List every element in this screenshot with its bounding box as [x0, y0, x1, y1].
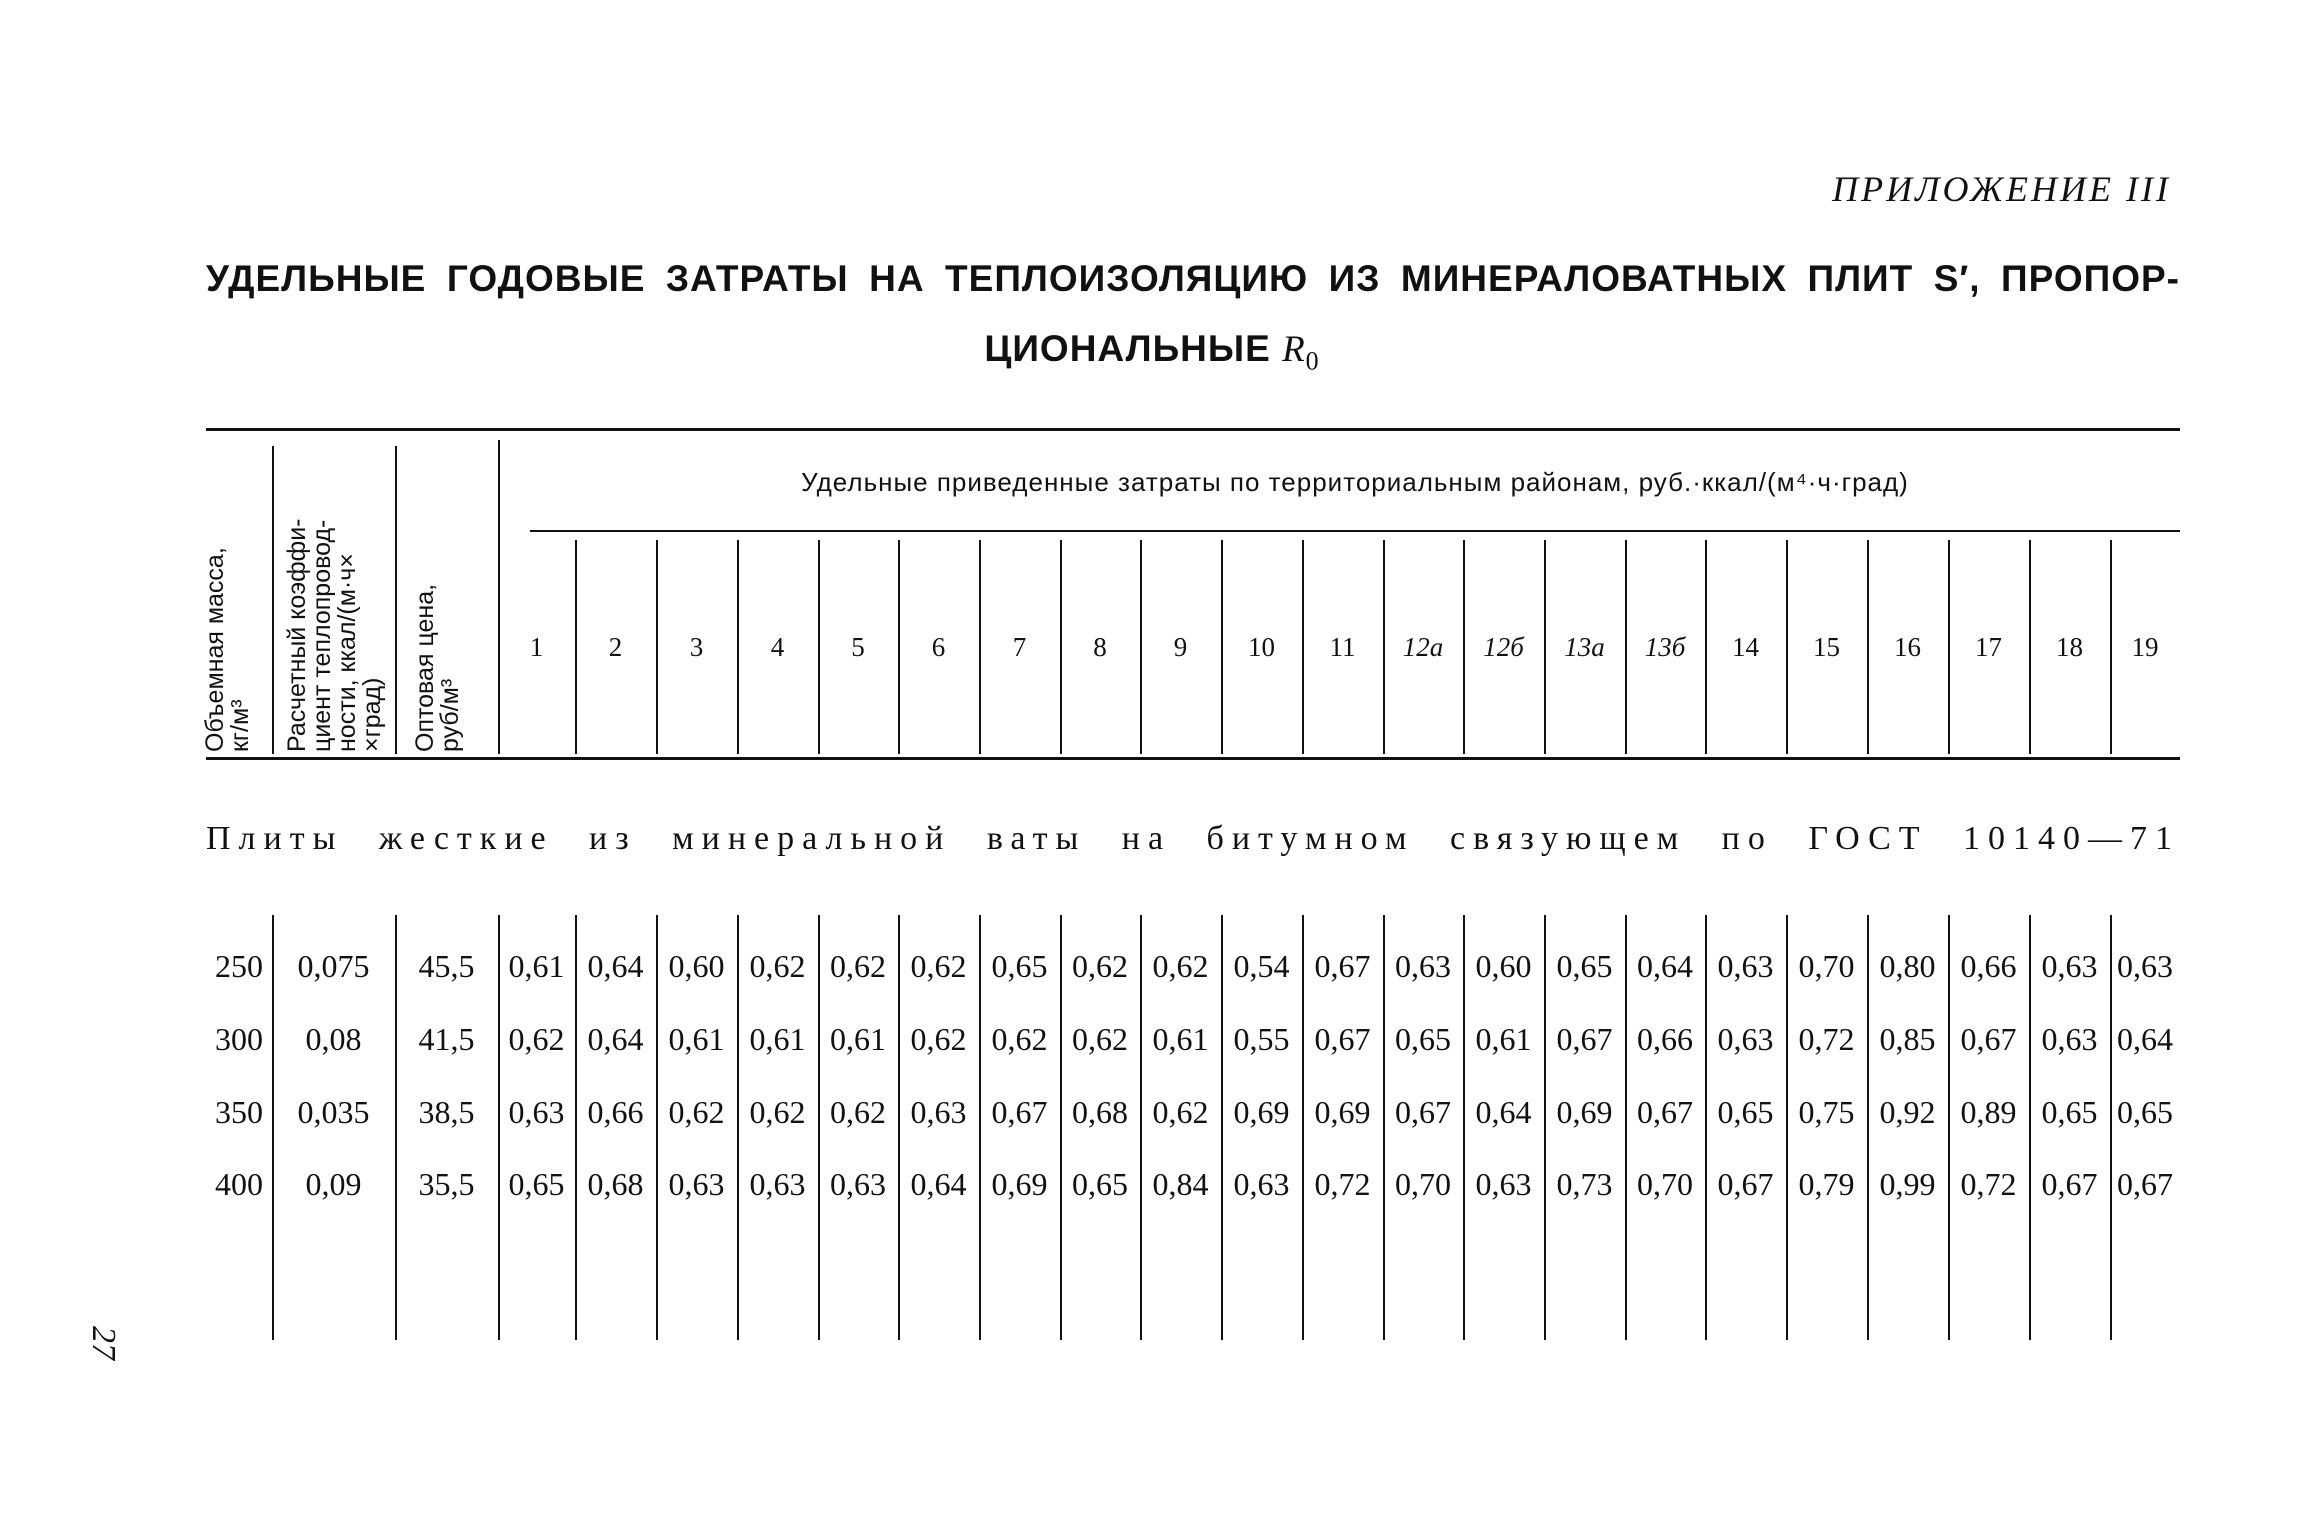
header-col-sep	[272, 446, 274, 754]
cell-density: 350	[215, 1094, 263, 1130]
cell-value-district-13а: 0,65	[1556, 948, 1613, 984]
cell-value-district-9: 0,62	[1152, 1094, 1209, 1130]
cell-density: 300	[215, 1021, 263, 1057]
district-label-9: 9	[1173, 632, 1188, 662]
cell-value-district-10: 0,54	[1233, 948, 1290, 984]
cell-value-district-10: 0,55	[1233, 1021, 1290, 1057]
district-label-7: 7	[1012, 632, 1027, 662]
cell-value-district-11: 0,67	[1314, 948, 1371, 984]
cell-value-district-12б: 0,63	[1475, 1166, 1532, 1202]
cell-value-district-18: 0,63	[2041, 1021, 2098, 1057]
cell-density: 250	[215, 948, 263, 984]
cell-value-district-7: 0,69	[991, 1166, 1048, 1202]
cell-value-district-11: 0,69	[1314, 1094, 1371, 1130]
cell-value-district-12а: 0,67	[1395, 1094, 1451, 1130]
cell-value-district-4: 0,62	[749, 1094, 806, 1130]
cell-value-district-16: 0,80	[1879, 948, 1936, 984]
cell-conductivity: 0,075	[297, 948, 370, 984]
cell-value-district-3: 0,62	[668, 1094, 725, 1130]
table-title-line2-text: ЦИОНАЛЬНЫЕ	[984, 328, 1283, 369]
district-label-12б: 12б	[1483, 632, 1524, 662]
header-col-sep	[498, 440, 500, 754]
district-label-2: 2	[608, 632, 623, 662]
cell-value-district-5: 0,62	[830, 1094, 886, 1130]
cell-value-district-2: 0,68	[587, 1166, 644, 1202]
cell-value-district-14: 0,67	[1717, 1166, 1774, 1202]
cell-value-district-11: 0,67	[1314, 1021, 1371, 1057]
group-header: Удельные приведенные затраты по территориальным районам, руб.·ккал/(м⁴·ч·град)	[801, 467, 1909, 497]
cell-value-district-12а: 0,63	[1395, 948, 1451, 984]
cell-value-district-13а: 0,69	[1556, 1094, 1613, 1130]
cell-value-district-18: 0,63	[2041, 948, 2098, 984]
district-label-5: 5	[851, 632, 865, 662]
cell-value-district-13б: 0,64	[1637, 948, 1693, 984]
cell-value-district-13а: 0,73	[1556, 1166, 1613, 1202]
cell-value-district-8: 0,65	[1072, 1166, 1128, 1202]
cell-value-district-6: 0,63	[910, 1094, 967, 1130]
district-label-1: 1	[529, 632, 544, 662]
cell-density: 400	[215, 1166, 263, 1202]
cell-value-district-16: 0,85	[1879, 1021, 1936, 1057]
cell-value-district-12б: 0,60	[1475, 948, 1532, 984]
table-title-line2	[0, 328, 2304, 376]
cell-value-district-4: 0,61	[749, 1021, 806, 1057]
district-label-14: 14	[1732, 632, 1759, 662]
cell-value-district-14: 0,65	[1717, 1094, 1774, 1130]
cell-value-district-2: 0,66	[587, 1094, 644, 1130]
cell-value-district-1: 0,65	[508, 1166, 565, 1202]
district-label-18: 18	[2056, 632, 2083, 662]
page-number: 27	[85, 1326, 122, 1360]
cell-value-district-13а: 0,67	[1556, 1021, 1613, 1057]
district-label-10: 10	[1248, 632, 1275, 662]
cell-value-district-17: 0,66	[1960, 948, 2017, 984]
cell-value-district-13б: 0,66	[1637, 1021, 1693, 1057]
r0-symbol: $R_0$	[1282, 329, 1320, 376]
cell-price: 35,5	[418, 1166, 475, 1202]
cell-value-district-13б: 0,70	[1637, 1166, 1693, 1202]
group-header-rule	[530, 530, 2180, 532]
cell-price: 38,5	[418, 1094, 475, 1130]
cell-value-district-9: 0,61	[1152, 1021, 1209, 1057]
section-title: Плиты жесткие из минеральной ваты на битумном связующем по ГОСТ 10140—71	[206, 820, 2180, 857]
cell-conductivity: 0,08	[305, 1021, 362, 1057]
cell-value-district-14: 0,63	[1717, 1021, 1774, 1057]
cell-value-district-18: 0,67	[2041, 1166, 2098, 1202]
cell-value-district-15: 0,75	[1798, 1094, 1855, 1130]
district-label-4: 4	[770, 632, 785, 662]
district-label-8: 8	[1093, 632, 1107, 662]
cell-value-district-1: 0,63	[508, 1094, 565, 1130]
cell-value-district-3: 0,63	[668, 1166, 725, 1202]
cell-value-district-2: 0,64	[587, 1021, 644, 1057]
cell-conductivity: 0,09	[305, 1166, 362, 1202]
district-label-13б: 13б	[1644, 632, 1686, 662]
district-label-16: 16	[1894, 632, 1921, 662]
district-label-11: 11	[1329, 632, 1356, 662]
cell-value-district-3: 0,60	[668, 948, 725, 984]
cell-value-district-1: 0,61	[508, 948, 565, 984]
cell-value-district-16: 0,92	[1879, 1094, 1936, 1130]
cell-value-district-4: 0,62	[749, 948, 806, 984]
cell-conductivity: 0,035	[297, 1094, 370, 1130]
cell-price: 41,5	[418, 1021, 475, 1057]
cell-value-district-15: 0,70	[1798, 948, 1855, 984]
cell-value-district-6: 0,62	[910, 1021, 967, 1057]
cell-value-district-19: 0,65	[2117, 1094, 2173, 1130]
cell-value-district-5: 0,61	[830, 1021, 886, 1057]
cell-value-district-11: 0,72	[1314, 1166, 1371, 1202]
cell-value-district-5: 0,63	[830, 1166, 886, 1202]
header-bottom-rule	[206, 757, 2180, 760]
cell-value-district-19: 0,64	[2117, 1021, 2173, 1057]
district-label-12а: 12а	[1402, 632, 1444, 662]
cell-value-district-17: 0,89	[1960, 1094, 2017, 1130]
cell-value-district-15: 0,72	[1798, 1021, 1855, 1057]
cell-value-district-10: 0,69	[1233, 1094, 1290, 1130]
district-label-6: 6	[931, 632, 946, 662]
cell-value-district-7: 0,67	[991, 1094, 1048, 1130]
cell-value-district-9: 0,62	[1152, 948, 1209, 984]
header-conductivity: Расчетный коэффи- циент теплопровод- ности, ккал/(м·ч× ×град)	[283, 518, 386, 752]
cell-value-district-2: 0,64	[587, 948, 644, 984]
cell-value-district-19: 0,67	[2117, 1166, 2173, 1202]
district-label-19: 19	[2131, 632, 2159, 662]
cell-value-district-8: 0,62	[1072, 1021, 1128, 1057]
cell-value-district-15: 0,79	[1798, 1166, 1855, 1202]
header-price: Оптовая цена, руб/м³	[411, 583, 464, 752]
header-col-sep	[395, 446, 397, 754]
cell-value-district-18: 0,65	[2041, 1094, 2098, 1130]
cell-value-district-6: 0,64	[910, 1166, 967, 1202]
cell-value-district-7: 0,62	[991, 1021, 1048, 1057]
cell-value-district-16: 0,99	[1879, 1166, 1936, 1202]
cell-value-district-17: 0,72	[1960, 1166, 2017, 1202]
cell-value-district-12б: 0,64	[1475, 1094, 1532, 1130]
table-title-line1: УДЕЛЬНЫЕ ГОДОВЫЕ ЗАТРАТЫ НА ТЕПЛОИЗОЛЯЦИЮ ИЗ МИНЕРАЛОВАТНЫХ ПЛИТ S′, ПРОПОР-	[206, 258, 2180, 299]
cell-value-district-4: 0,63	[749, 1166, 806, 1202]
cell-value-district-3: 0,61	[668, 1021, 725, 1057]
district-label-17: 17	[1975, 632, 2002, 662]
table-top-rule	[206, 428, 2180, 431]
district-label-13а: 13а	[1564, 632, 1605, 662]
cell-value-district-17: 0,67	[1960, 1021, 2017, 1057]
cell-value-district-19: 0,63	[2117, 948, 2173, 984]
header-density: Объемная масса, кг/м³	[201, 547, 254, 752]
cell-price: 45,5	[418, 948, 475, 984]
cell-value-district-9: 0,84	[1152, 1166, 1209, 1202]
cell-value-district-8: 0,68	[1072, 1094, 1128, 1130]
cell-value-district-8: 0,62	[1072, 948, 1128, 984]
appendix-label: ПРИЛОЖЕНИЕ III	[1832, 169, 2171, 209]
cell-value-district-13б: 0,67	[1637, 1094, 1693, 1130]
cell-value-district-5: 0,62	[830, 948, 886, 984]
cell-value-district-6: 0,62	[910, 948, 967, 984]
cell-value-district-10: 0,63	[1233, 1166, 1290, 1202]
cell-value-district-12б: 0,61	[1475, 1021, 1532, 1057]
cell-value-district-12а: 0,70	[1395, 1166, 1451, 1202]
cell-value-district-14: 0,63	[1717, 948, 1774, 984]
cell-value-district-12а: 0,65	[1395, 1021, 1451, 1057]
cell-value-district-7: 0,65	[991, 948, 1048, 984]
district-label-15: 15	[1813, 632, 1840, 662]
district-label-3: 3	[689, 632, 704, 662]
cell-value-district-1: 0,62	[508, 1021, 565, 1057]
